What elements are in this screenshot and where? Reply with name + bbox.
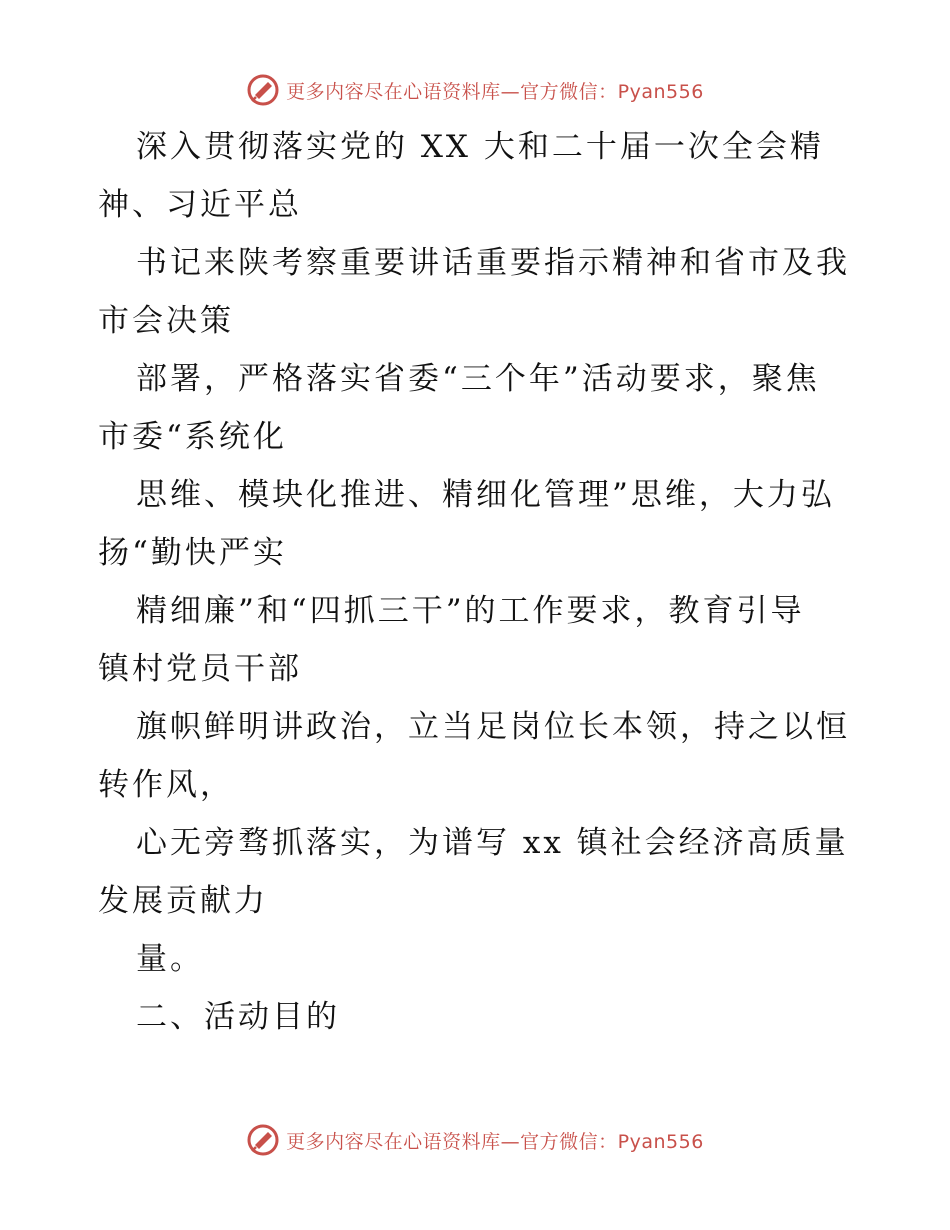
brand-logo-icon <box>246 1123 280 1157</box>
banner-text: 更多内容尽在心语资料库—官方微信：Pyan556 <box>286 80 704 103</box>
header-banner <box>0 70 950 110</box>
text-line: 扬“勤快严实 <box>98 535 287 571</box>
text-line: 市会决策 <box>98 303 234 339</box>
banner-text: 更多内容尽在心语资料库—官方微信：Pyan556 <box>286 1130 704 1153</box>
text-line: 旗帜鲜明讲政治，立当足岗位长本领，持之以恒 <box>136 709 850 745</box>
text-line: 转作风， <box>98 767 234 803</box>
text-line: 精细廉”和“四抓三干”的工作要求，教育引导 <box>136 593 805 629</box>
brand-logo-icon <box>246 73 280 107</box>
text-line: 部署，严格落实省委“三个年”活动要求，聚焦 <box>136 361 820 397</box>
text-line: 镇村党员干部 <box>98 651 302 687</box>
text-line: 心无旁骛抓落实，为谱写 xx 镇社会经济高质量 <box>136 825 849 861</box>
section-heading: 二、活动目的 <box>136 999 340 1035</box>
text-line: 市委“系统化 <box>98 419 287 455</box>
text-line: 深入贯彻落实党的 XX 大和二十届一次全会精 <box>136 129 824 165</box>
text-line: 思维、模块化推进、精细化管理”思维，大力弘 <box>136 477 835 513</box>
text-line: 发展贡献力 <box>98 883 268 919</box>
text-line: 量。 <box>136 941 204 977</box>
text-line: 神、习近平总 <box>98 187 302 223</box>
footer-banner <box>0 1120 950 1160</box>
document-body <box>98 118 858 1046</box>
text-line: 书记来陕考察重要讲话重要指示精神和省市及我 <box>136 245 850 281</box>
